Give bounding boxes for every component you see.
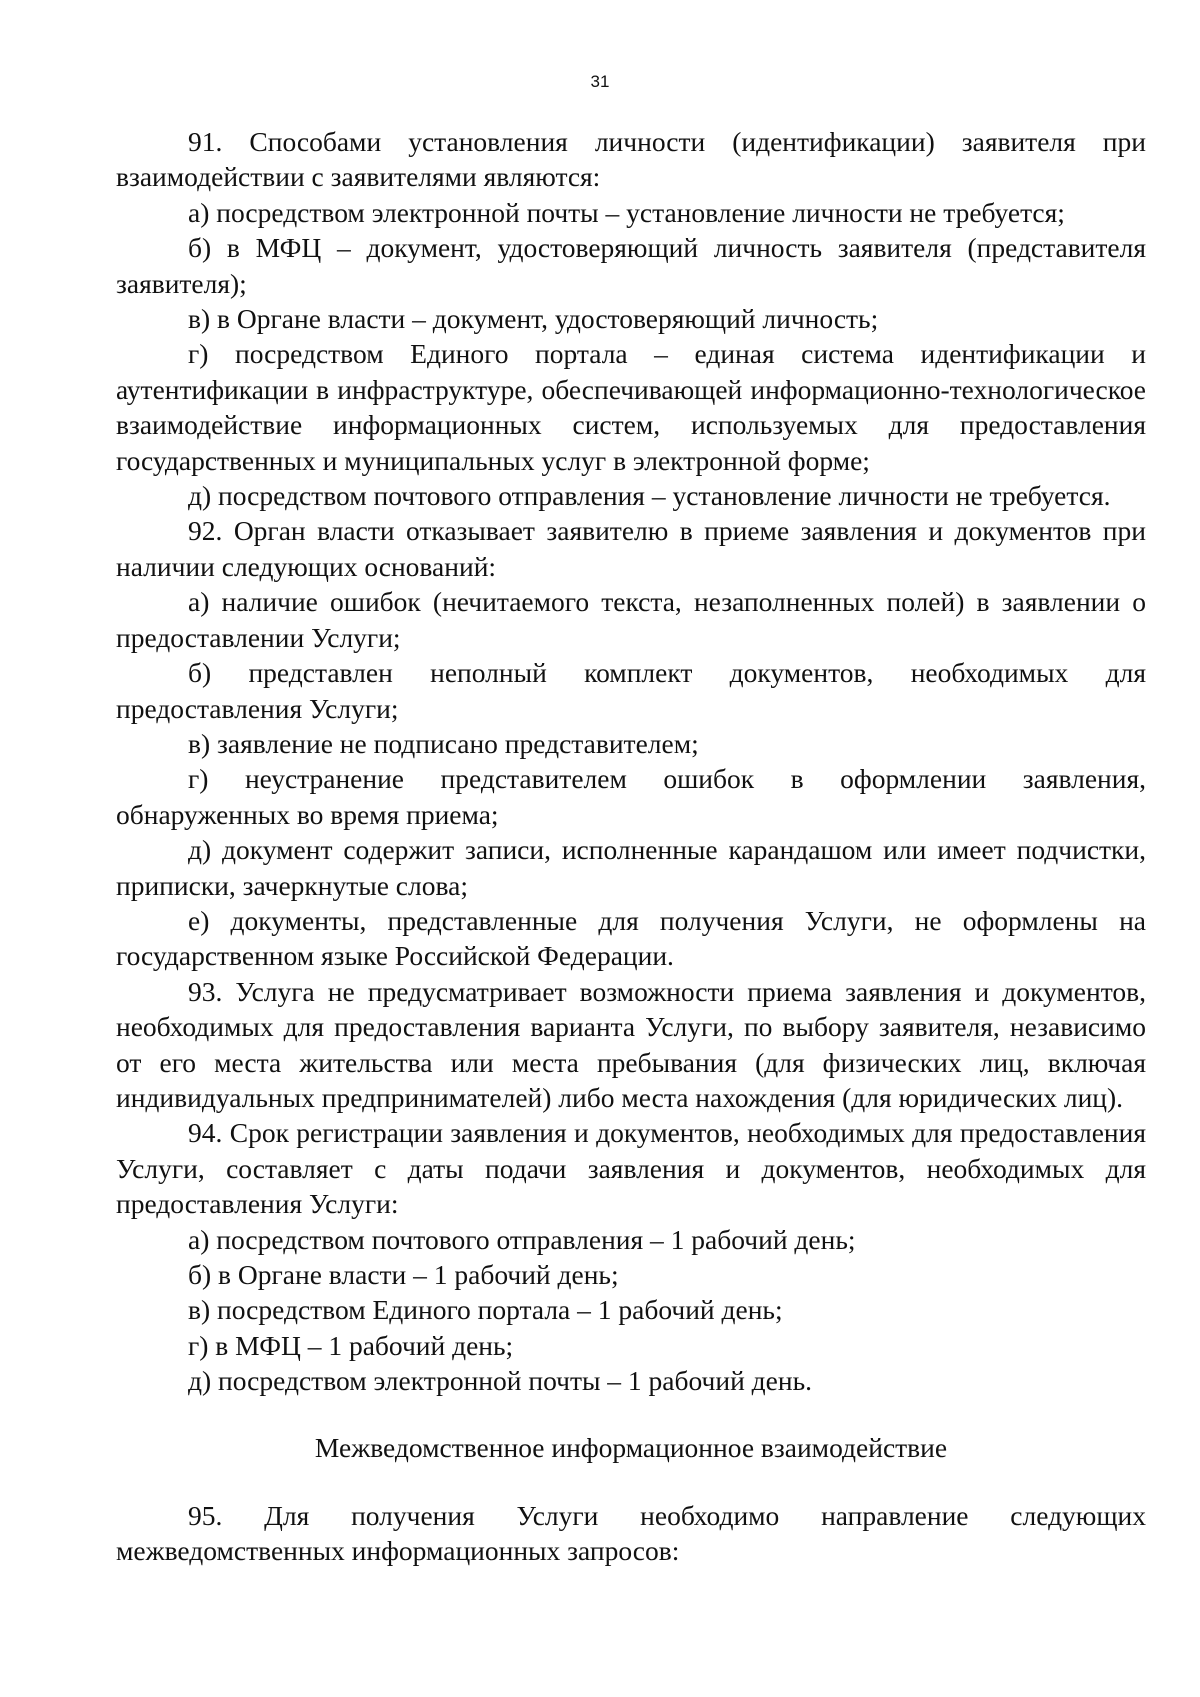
paragraph-94-g: г) в МФЦ – 1 рабочий день; <box>188 1329 514 1361</box>
paragraph-92-b: б) представлен неполный комплект документов, необходимых для предоставления Услуги; <box>116 657 1146 724</box>
paragraph-92-d: д) документ содержит записи, исполненные карандашом или имеет подчистки, приписки, зачеркнутые слова; <box>116 834 1146 901</box>
document-body <box>116 124 1146 1569</box>
paragraph-95-intro: 95. Для получения Услуги необходимо направление следующих межведомственных информационных запросов: <box>116 1500 1146 1567</box>
paragraph-91-d: д) посредством почтового отправления – установление личности не требуется. <box>188 480 1111 512</box>
paragraph-92-intro: 92. Орган власти отказывает заявителю в приеме заявления и документов при наличии следующих оснований: <box>116 515 1146 582</box>
paragraph-94-intro: 94. Срок регистрации заявления и документов, необходимых для предоставления Услуги, составляет с даты подачи заявления и документов, необходимых для предоставления Услуги: <box>116 1117 1146 1220</box>
paragraph-91-intro: 91. Способами установления личности (идентификации) заявителя при взаимодействии с заявителями являются: <box>116 126 1146 193</box>
paragraph-94-b: б) в Органе власти – 1 рабочий день; <box>188 1259 619 1290</box>
page-number: 31 <box>590 72 610 91</box>
paragraph-92-v: в) заявление не подписано представителем; <box>188 727 699 759</box>
paragraph-91-b: б) в МФЦ – документ, удостоверяющий личность заявителя (представителя заявителя); <box>116 232 1146 299</box>
paragraph-91-v: в) в Органе власти – документ, удостоверяющий личность; <box>188 303 879 335</box>
paragraph-91-g: г) посредством Единого портала – единая система идентификации и аутентификации в инфраструктуре, обеспечивающей информационно-технологическое взаимодействие информационных систем, используемых для предоставления государственных и муниципальных услуг в электронной форме; <box>116 338 1146 476</box>
paragraph-92-e: е) документы, представленные для получения Услуги, не оформлены на государственном языке Российской Федерации. <box>116 904 1146 972</box>
paragraph-91-a: а) посредством электронной почты – установление личности не требуется; <box>188 196 1065 228</box>
paragraph-93: 93. Услуга не предусматривает возможности приема заявления и документов, необходимых для предоставления варианта Услуги, по выбору заявителя, независимо от его места жительства или места пребывания (для физических лиц, включая индивидуальных предпринимателей) либо места нахождения (для юридических лиц). <box>116 975 1146 1113</box>
paragraph-94-v: в) посредством Единого портала – 1 рабочий день; <box>188 1294 783 1326</box>
paragraph-94-a: а) посредством почтового отправления – 1 рабочий день; <box>188 1223 856 1255</box>
paragraph-92-a: а) наличие ошибок (нечитаемого текста, незаполненных полей) в заявлении о предоставлении Услуги; <box>116 586 1146 653</box>
paragraph-92-g: г) неустранение представителем ошибок в оформлении заявления, обнаруженных во время приема; <box>116 763 1146 830</box>
section-heading: Межведомственное информационное взаимодействие <box>314 1431 948 1463</box>
paragraph-94-d: д) посредством электронной почты – 1 рабочий день. <box>188 1365 813 1397</box>
